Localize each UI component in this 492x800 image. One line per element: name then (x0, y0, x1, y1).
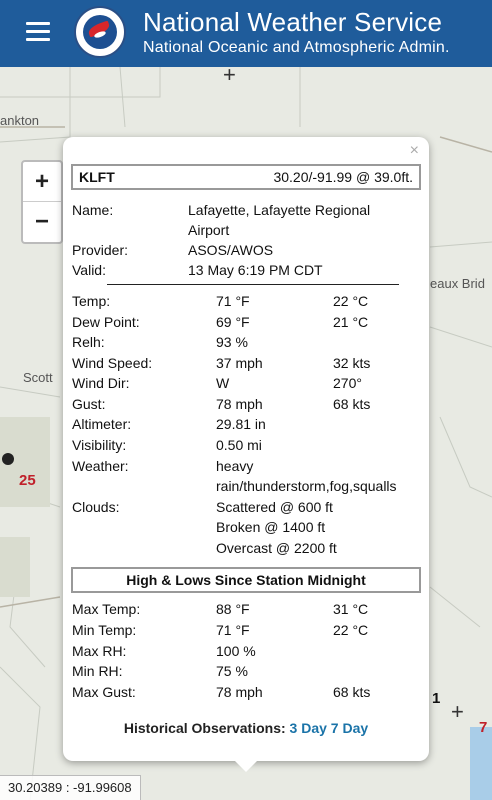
clouds-label: Clouds: (72, 499, 120, 515)
obs-value-alt: 270° (333, 375, 362, 391)
highs-lows-header: High & Lows Since Station Midnight (71, 567, 421, 593)
hl-value-alt: 31 °C (333, 601, 369, 617)
obs-value: 93 % (216, 334, 248, 350)
hl-label: Max Gust: (72, 684, 136, 700)
history-7day-link[interactable]: 7 Day (330, 720, 369, 736)
obs-value-alt: 68 kts (333, 396, 371, 412)
map-label-scott: Scott (23, 370, 53, 385)
obs-value: 37 mph (216, 355, 263, 371)
obs-value-alt: 32 kts (333, 355, 371, 371)
hl-value-alt: 22 °C (333, 622, 369, 638)
obs-value: 0.50 mi (216, 437, 262, 453)
obs-label: Temp: (72, 293, 111, 309)
zoom-control (21, 160, 63, 244)
obs-label: Gust: (72, 396, 106, 412)
obs-value-alt: 21 °C (333, 314, 369, 330)
station-location: 30.20/-91.99 @ 39.0ft. (273, 169, 413, 185)
station-marker[interactable] (2, 453, 14, 465)
hl-label: Max RH: (72, 643, 127, 659)
valid-value: 13 May 6:19 PM CDT (188, 262, 323, 278)
name-value: Lafayette, Lafayette Regional (188, 202, 371, 218)
obs-label: Dew Point: (72, 314, 140, 330)
obs-label: Wind Speed: (72, 355, 153, 371)
history-3day-link[interactable]: 3 Day (289, 720, 327, 736)
crosshair-icon: + (223, 67, 236, 87)
hl-label: Max Temp: (72, 601, 141, 617)
station-id: KLFT (79, 169, 115, 185)
hl-value: 78 mph (216, 684, 263, 700)
obs-label: Relh: (72, 334, 105, 350)
hl-value-alt: 68 kts (333, 684, 371, 700)
obs-value: 29.81 in (216, 416, 266, 432)
divider (107, 284, 399, 285)
popup-pointer (234, 760, 258, 772)
weather-label: Weather: (72, 458, 129, 474)
app-header (0, 0, 492, 67)
cursor-coordinates: 30.20389 : -91.99608 (0, 775, 141, 800)
menu-icon[interactable] (26, 22, 50, 42)
name-value-cont: Airport (188, 222, 230, 238)
hl-label: Min RH: (72, 663, 123, 679)
hl-label: Min Temp: (72, 622, 137, 638)
obs-value-alt: 22 °C (333, 293, 369, 309)
close-icon[interactable]: × (409, 142, 419, 159)
map-label-ankton: ankton (0, 113, 40, 128)
station-marker-1[interactable]: 1 (432, 690, 441, 707)
obs-value: 78 mph (216, 396, 263, 412)
historical-label: Historical Observations: (123, 720, 286, 736)
nws-logo (74, 6, 126, 58)
hl-value: 88 °F (216, 601, 250, 617)
hl-value: 75 % (216, 663, 248, 679)
name-label: Name: (72, 202, 114, 218)
clouds-value: Overcast @ 2200 ft (216, 540, 337, 556)
weather-value-cont: rain/thunderstorm,fog,squalls (216, 478, 397, 494)
obs-label: Visibility: (72, 437, 127, 453)
obs-label: Wind Dir: (72, 375, 130, 391)
clouds-value: Scattered @ 600 ft (216, 499, 333, 515)
historical-observations (63, 720, 429, 736)
provider-value: ASOS/AWOS (188, 242, 274, 258)
hl-value: 71 °F (216, 622, 250, 638)
station-marker-25[interactable]: 25 (19, 472, 36, 489)
obs-label: Altimeter: (72, 416, 132, 432)
station-marker-7[interactable]: 7 (479, 719, 488, 736)
hl-value: 100 % (216, 643, 256, 659)
station-popup (63, 137, 429, 761)
obs-value: W (216, 375, 230, 391)
obs-value: 69 °F (216, 314, 250, 330)
map-label-bridge: eaux Brid (430, 276, 485, 291)
app-title: National Weather Service (143, 7, 443, 37)
zoom-in-button[interactable]: + (23, 162, 61, 202)
weather-value: heavy (216, 458, 254, 474)
valid-label: Valid: (72, 262, 106, 278)
clouds-value: Broken @ 1400 ft (216, 519, 326, 535)
zoom-out-button[interactable]: − (34, 208, 49, 235)
obs-value: 71 °F (216, 293, 250, 309)
provider-label: Provider: (72, 242, 129, 258)
crosshair-icon: + (451, 699, 464, 724)
station-header (71, 164, 421, 190)
app-subtitle: National Oceanic and Atmospheric Admin. (143, 39, 450, 56)
